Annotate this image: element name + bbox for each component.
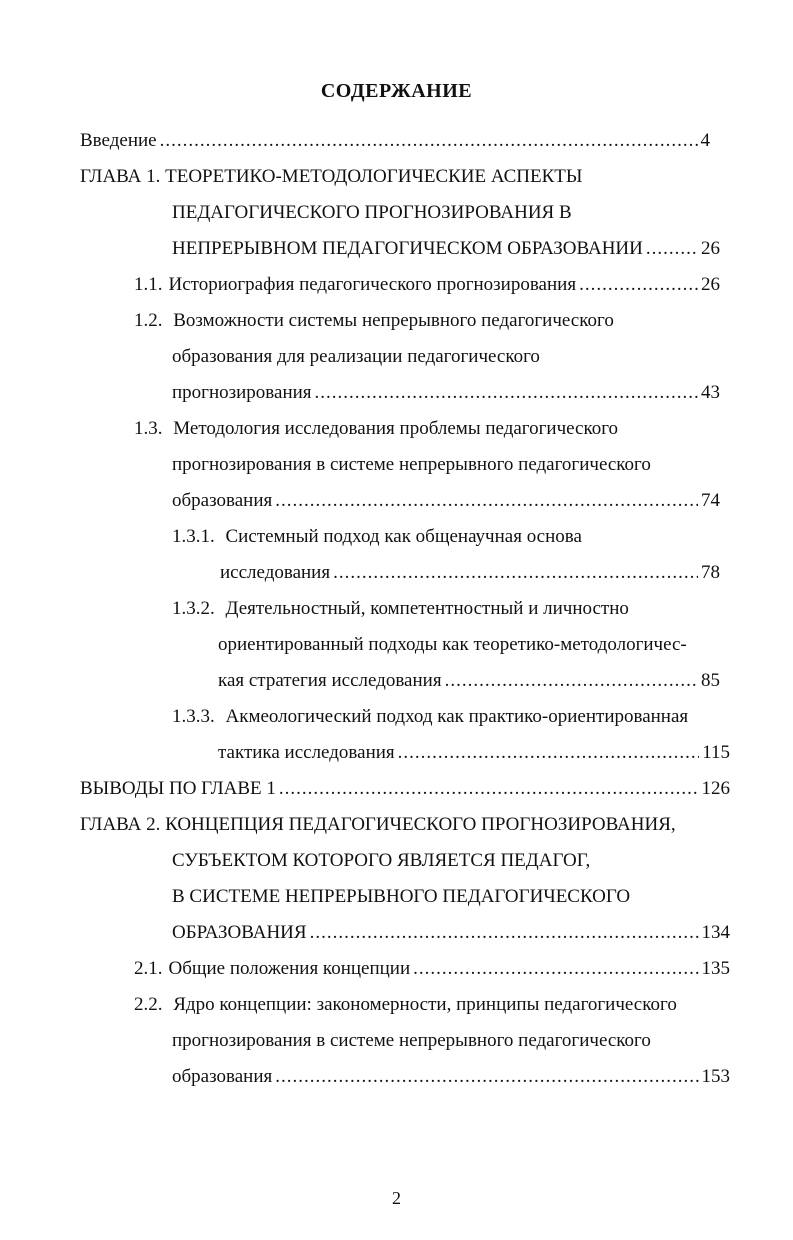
toc-entry-number: ГЛАВА 2.	[80, 814, 161, 835]
toc-page-number: 115	[702, 742, 730, 763]
page-title: СОДЕРЖАНИЕ	[320, 80, 473, 102]
toc-entry-number: 1.3.	[134, 418, 163, 439]
toc-entry-1-3[interactable]	[0, 411, 793, 519]
toc-entry-title-line: образования	[172, 490, 273, 511]
toc-entry-title-line: Ядро концепции: закономерности, принципы педагогического	[173, 994, 677, 1015]
toc-entry-title: Введение	[80, 130, 157, 151]
toc-entry-number: ГЛАВА 1.	[80, 166, 161, 187]
toc-entry-title: Историография педагогического прогнозирования	[168, 274, 577, 295]
toc-page-number: 134	[701, 922, 730, 943]
dot-leader	[279, 771, 699, 807]
toc-entry-title-line: тактика исследования	[218, 742, 395, 763]
toc-entry-title-line: ОБРАЗОВАНИЯ	[172, 922, 307, 943]
dot-leader	[275, 483, 698, 519]
dot-leader	[333, 555, 698, 591]
toc-entry-title-line: ПЕДАГОГИЧЕСКОГО ПРОГНОЗИРОВАНИЯ В	[172, 202, 572, 223]
toc-entry-title-line: образования	[172, 1066, 273, 1087]
toc-entry-1-1[interactable]	[0, 267, 793, 303]
toc-entry-chapter-1[interactable]	[0, 159, 793, 267]
toc-page-number: 74	[701, 490, 720, 511]
toc-entry-title-line: НЕПРЕРЫВНОМ ПЕДАГОГИЧЕСКОМ ОБРАЗОВАНИИ	[172, 238, 643, 259]
toc-entry-title-line: прогнозирования в системе непрерывного педагогического	[172, 454, 651, 475]
table-of-contents	[0, 123, 793, 1095]
toc-entry-title-line: Акмеологический подход как практико-ориентированная	[225, 706, 689, 727]
toc-page-number: 4	[700, 130, 710, 151]
toc-entry-number: 1.1.	[134, 274, 163, 295]
toc-page-number: 85	[701, 670, 720, 691]
toc-entry-number: 1.3.3.	[172, 706, 215, 727]
toc-entry-2-1[interactable]	[0, 951, 793, 987]
dot-leader	[275, 1059, 698, 1095]
toc-entry-2-2[interactable]	[0, 987, 793, 1095]
toc-entry-1-2[interactable]	[0, 303, 793, 411]
dot-leader	[579, 267, 698, 303]
toc-entry-title-line: кая стратегия исследования	[218, 670, 442, 691]
toc-entry-title-line: ориентированный подходы как теоретико-методологичес-	[218, 634, 687, 655]
page-number: 2	[392, 1188, 401, 1208]
toc-entry-number: 2.2.	[134, 994, 163, 1015]
dot-leader	[310, 915, 699, 951]
toc-entry-title-line: Деятельностный, компетентностный и личностно	[225, 598, 629, 619]
toc-entry-title-line: Возможности системы непрерывного педагогического	[173, 310, 614, 331]
dot-leader	[160, 123, 698, 159]
toc-entry-number: 1.3.1.	[172, 526, 215, 547]
toc-entry-title-line: прогнозирования в системе непрерывного педагогического	[172, 1030, 651, 1051]
toc-entry-title-line: исследования	[220, 562, 331, 583]
toc-entry-number: 1.2.	[134, 310, 163, 331]
dot-leader	[445, 663, 698, 699]
toc-entry-title: Общие положения концепции	[168, 958, 411, 979]
toc-entry-number: 2.1.	[134, 958, 163, 979]
toc-page-number: 78	[701, 562, 720, 583]
toc-page-number: 26	[701, 274, 720, 295]
toc-entry-chapter-2[interactable]	[0, 807, 793, 951]
toc-entry-title-line: КОНЦЕПЦИЯ ПЕДАГОГИЧЕСКОГО ПРОГНОЗИРОВАНИЯ,	[165, 814, 676, 835]
dot-leader	[413, 951, 698, 987]
toc-entry-title-line: ТЕОРЕТИКО-МЕТОДОЛОГИЧЕСКИЕ АСПЕКТЫ	[165, 166, 583, 187]
dot-leader	[398, 735, 700, 771]
toc-entry-title-line: Методология исследования проблемы педагогического	[173, 418, 619, 439]
toc-entry-title-line: образования для реализации педагогического	[172, 346, 540, 367]
toc-entry-conclusions-1[interactable]	[0, 771, 793, 807]
toc-page-number: 153	[701, 1066, 730, 1087]
toc-entry-1-3-1[interactable]	[0, 519, 793, 591]
toc-page-number: 26	[701, 238, 720, 259]
toc-entry-1-3-3[interactable]	[0, 699, 793, 771]
toc-entry-title: ВЫВОДЫ ПО ГЛАВЕ 1	[80, 778, 276, 799]
toc-page-number: 135	[701, 958, 730, 979]
toc-entry-number: 1.3.2.	[172, 598, 215, 619]
toc-page-number: 43	[701, 382, 720, 403]
toc-entry-title-line: прогнозирования	[172, 382, 312, 403]
toc-entry-title-line: Системный подход как общенаучная основа	[225, 526, 582, 547]
toc-entry-title-line: СУБЪЕКТОМ КОТОРОГО ЯВЛЯЕТСЯ ПЕДАГОГ,	[172, 850, 591, 871]
toc-page-number: 126	[701, 778, 730, 799]
dot-leader	[646, 231, 698, 267]
dot-leader	[315, 375, 698, 411]
toc-entry-title-line: В СИСТЕМЕ НЕПРЕРЫВНОГО ПЕДАГОГИЧЕСКОГО	[172, 886, 631, 907]
toc-entry-introduction[interactable]	[0, 123, 793, 159]
toc-entry-1-3-2[interactable]	[0, 591, 793, 699]
